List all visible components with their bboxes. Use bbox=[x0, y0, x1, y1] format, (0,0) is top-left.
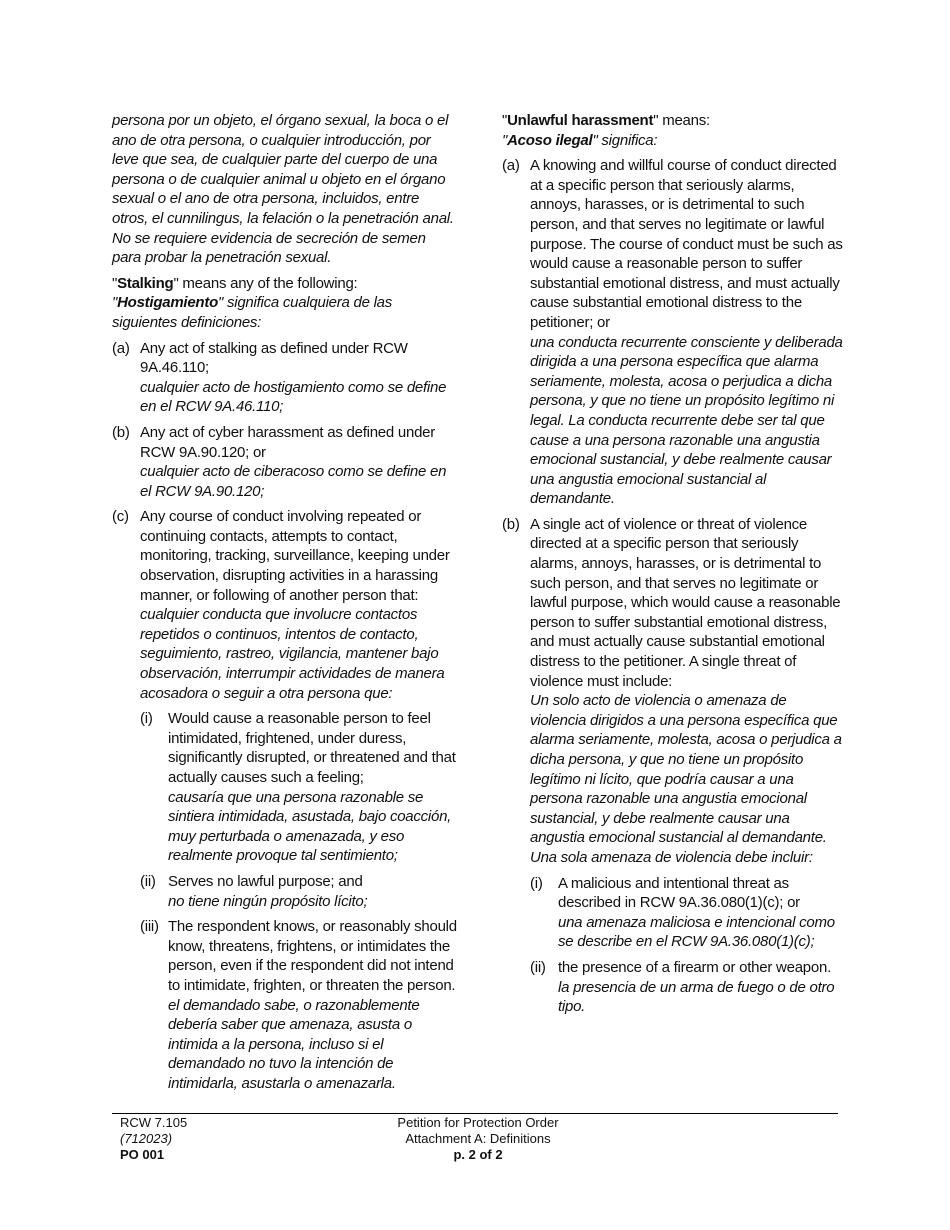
footer-statute: RCW 7.105 bbox=[120, 1115, 188, 1130]
footer-form-title: Petition for Protection Order bbox=[397, 1115, 559, 1130]
unlawful-harassment-heading: "Unlawful harassment" means: "Acoso ilegal" significa: bbox=[502, 112, 710, 149]
subitem-label: (ii) bbox=[530, 958, 546, 976]
item-label: (a) bbox=[112, 339, 130, 357]
item-text-es: cualquier acto de ciberacoso como se define en el RCW 9A.90.120; bbox=[140, 463, 447, 500]
footer-center bbox=[330, 1115, 626, 1163]
subitem-text-en: Would cause a reasonable person to feel intimidated, frightened, under duress, significantly disrupted, or threatened and that actually causes such a feeling; bbox=[168, 710, 456, 786]
footer-divider bbox=[112, 1113, 838, 1114]
unlawful-subitem-i bbox=[530, 874, 846, 952]
item-text-en: A single act of violence or threat of violence directed at a specific person that seriously alarms, annoys, harasses, or is detrimental to such person, and that serves no legitimate or lawful purpose, which would cause a reasonable person to suffer substantial emotional distress, and must actually cause substantial emotional distress to the petitioner. A single threat of violence must include: bbox=[530, 515, 841, 690]
penetration-definition-continued-es: persona por un objeto, el órgano sexual, la boca o el ano de otra persona, o cualquier introducción, por leve que sea, de cualquier parte del cuerpo de una persona o de cualquier animal u objeto en el órgano sexual o el ano de otra persona, incluidos, entre otros, el cunnilingus, la felación o la penetración anal. No se requiere evidencia de secreción de semen para probar la penetración sexual. bbox=[112, 112, 454, 267]
item-text-es: cualquier acto de hostigamiento como se define en el RCW 9A.46.110; bbox=[140, 378, 447, 416]
item-text-es: una conducta recurrente consciente y deliberada dirigida a una persona específica que alarma seriamente, molesta, acosa o perjudica a dicha persona, y que no tiene un propósito legítimo ni legal. La conducta recurrente debe ser tal que cause a una persona razonable una angustia emocional sustancial, y debe realmente causar una angustia emocional sustancial al demandante. bbox=[530, 333, 843, 508]
item-text-en: Any course of conduct involving repeated or continuing contacts, attempts to contact, monitoring, tracking, surveillance, keeping under observation, disrupting activities in a harassing manner, or following of another person that: bbox=[140, 508, 450, 604]
hostigamiento-definition-text: " significa cualquiera de las siguientes definiciones: bbox=[112, 294, 393, 331]
subitem-label: (i) bbox=[140, 710, 153, 728]
acoso-ilegal-term: Acoso ilegal bbox=[507, 131, 593, 149]
acoso-ilegal-definition-text: " significa: bbox=[592, 131, 658, 149]
footer-attachment-title: Attachment A: Definitions bbox=[405, 1131, 551, 1146]
item-text-en: A knowing and willful course of conduct directed at a specific person that seriously alarms, annoys, harasses, or is detrimental to such person, and that serves no legitimate or lawful purpose. The course of conduct must be such as would cause a reasonable person to suffer substantial emotional distress, and must actually cause substantial emotional distress to the petitioner; or bbox=[530, 157, 843, 331]
item-label: (b) bbox=[502, 515, 520, 533]
right-column bbox=[502, 111, 846, 1023]
stalking-subitem-iii bbox=[140, 917, 458, 1093]
subitem-text-es: el demandado sabe, o razonablemente debería saber que amenaza, asusta o intimida a la persona, incluso si el demandado no tuvo la intención de intimidarla, asustarla o amenazarla. bbox=[168, 996, 420, 1092]
unlawful-harassment-term: Unlawful harassment bbox=[507, 112, 654, 129]
item-label: (b) bbox=[112, 423, 130, 441]
stalking-definition-text: " means any of the following: bbox=[173, 274, 358, 292]
subitem-text-es: una amenaza maliciosa e intencional como se describe en el RCW 9A.36.080(1)(c); bbox=[558, 913, 835, 951]
subitem-text-en: Serves no lawful purpose; and bbox=[168, 872, 363, 890]
item-text-es: Un solo acto de violencia o amenaza de violencia dirigidos a una persona específica que alarma seriamente, molesta, acosa o perjudica a dicha persona, y que no tiene un propósito legítimo ni lícito, que podría causar a una persona razonable una angustia emocional sustancial, y debe realmente causar una angustia emocional sustancial al demandante. Una sola amenaza de violencia debe incluir: bbox=[530, 692, 842, 866]
footer-revision: (712023) bbox=[120, 1131, 173, 1146]
stalking-item-a bbox=[112, 339, 458, 417]
subitem-label: (ii) bbox=[140, 872, 156, 890]
unlawful-subitem-ii bbox=[530, 958, 846, 1017]
footer-left bbox=[120, 1115, 320, 1163]
subitem-text-en: A malicious and intentional threat as described in RCW 9A.36.080(1)(c); or bbox=[558, 874, 800, 912]
subitem-label: (iii) bbox=[140, 918, 159, 936]
footer-page-number: p. 2 of 2 bbox=[453, 1147, 503, 1162]
unlawful-harassment-definition-text: " means: bbox=[653, 112, 710, 129]
item-text-en: Any act of cyber harassment as defined under RCW 9A.90.120; or bbox=[140, 423, 436, 461]
stalking-term: Stalking bbox=[117, 274, 174, 292]
subitem-text-es: causaría que una persona razonable se sintiera intimidada, asustada, bajo coacción, muy perturbada o amenazada, y eso realmente provoque tal sentimiento; bbox=[168, 788, 452, 865]
subitem-text-en: The respondent knows, or reasonably should know, threatens, frightens, or intimidates the person, even if the respondent did not intend to intimidate, frighten, or threaten the person. bbox=[168, 918, 457, 994]
stalking-subitem-i bbox=[140, 709, 458, 866]
subitem-text-en: the presence of a firearm or other weapon. bbox=[558, 958, 831, 976]
item-text-en: Any act of stalking as defined under RCW 9A.46.110; bbox=[140, 339, 408, 377]
stalking-subitems bbox=[140, 709, 458, 1093]
footer-form-id: PO 001 bbox=[120, 1147, 165, 1162]
stalking-item-c bbox=[112, 507, 458, 1093]
unlawful-subitems bbox=[530, 874, 846, 1017]
subitem-label: (i) bbox=[530, 874, 543, 892]
hostigamiento-term: Hostigamiento bbox=[117, 294, 219, 312]
stalking-subitem-ii bbox=[140, 872, 458, 911]
stalking-item-b bbox=[112, 423, 458, 501]
left-column bbox=[112, 111, 458, 1100]
item-text-es: cualquier conducta que involucre contactos repetidos o continuos, intentos de contacto, seguimiento, rastreo, vigilancia, mantener bajo observación, interrumpir actividades de manera acosadora o seguir a otra persona que: bbox=[140, 606, 445, 702]
stalking-definition-heading: "Stalking" means any of the following: "Hostigamiento" significa cualquiera de las siguientes definiciones: bbox=[112, 274, 393, 331]
unlawful-item-a bbox=[502, 156, 846, 509]
item-label: (c) bbox=[112, 508, 129, 526]
subitem-text-es: la presencia de un arma de fuego o de otro tipo. bbox=[558, 978, 835, 1016]
unlawful-item-b bbox=[502, 515, 846, 1017]
subitem-text-es: no tiene ningún propósito lícito; bbox=[168, 892, 368, 910]
item-label: (a) bbox=[502, 157, 520, 175]
